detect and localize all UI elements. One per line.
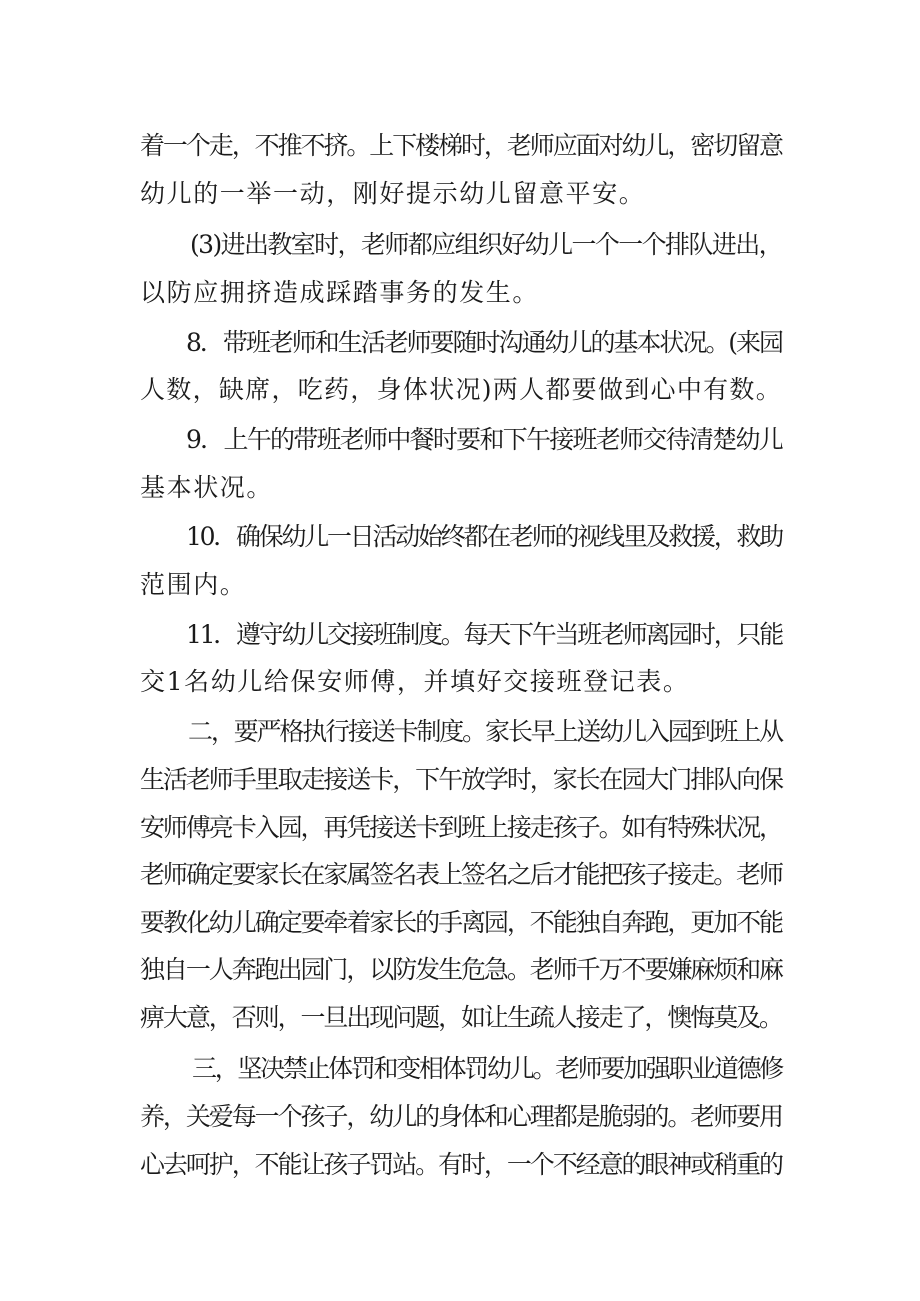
text-line: 8．带班老师和生活老师要随时沟通幼儿的基本状况。(来园	[186, 328, 782, 357]
text-line: 要教化幼儿确定要牵着家长的手离园，不能独自奔跑，更加不能	[140, 908, 782, 937]
text-line: 独自一人奔跑出园门，以防发生危急。老师千万不要嫌麻烦和麻	[140, 955, 782, 984]
text-line: 11．遵守幼儿交接班制度。每天下午当班老师离园时，只能	[186, 620, 782, 649]
text-line: 三，坚决禁止体罚和变相体罚幼儿。老师要加强职业道德修	[192, 1054, 782, 1083]
text-line: 以防应拥挤造成踩踏事务的发生。	[140, 278, 540, 307]
text-line: 心去呵护，不能让孩子罚站。有时，一个不经意的眼神或稍重的	[140, 1150, 782, 1179]
text-line: 老师确定要家长在家属签名表上签名之后才能把孩子接走。老师	[140, 860, 782, 889]
text-line: 基本状况。	[140, 473, 274, 502]
text-line: 痹大意，否则，一旦出现问题，如让生疏人接走了，懊悔莫及。	[140, 1003, 782, 1032]
text-line: 二，要严格执行接送卡制度。家长早上送幼儿入园到班上从	[188, 717, 782, 746]
text-line: 幼儿的一举一动，刚好提示幼儿留意平安。	[140, 179, 646, 208]
text-line: 人数，缺席，吃药，身体状况)两人都要做到心中有数。	[140, 375, 782, 404]
text-line: 交1名幼儿给保安师傅，并填好交接班登记表。	[140, 667, 690, 696]
text-line: 9．上午的带班老师中餐时要和下午接班老师交待清楚幼儿	[186, 425, 782, 454]
text-line: (3)进出教室时，老师都应组织好幼儿一个一个排队进出，	[190, 230, 782, 259]
text-line: 范围内。	[140, 570, 247, 599]
text-line: 生活老师手里取走接送卡，下午放学时，家长在园大门排队向保	[140, 765, 782, 794]
text-line: 养，关爱每一个孩子，幼儿的身体和心理都是脆弱的。老师要用	[140, 1102, 782, 1131]
text-line: 10．确保幼儿一日活动始终都在老师的视线里及救援，救助	[186, 522, 782, 551]
text-line: 安师傅亮卡入园，再凭接送卡到班上接走孩子。如有特殊状况，	[140, 813, 782, 842]
text-line: 着一个走，不推不挤。上下楼梯时，老师应面对幼儿，密切留意	[140, 131, 782, 160]
